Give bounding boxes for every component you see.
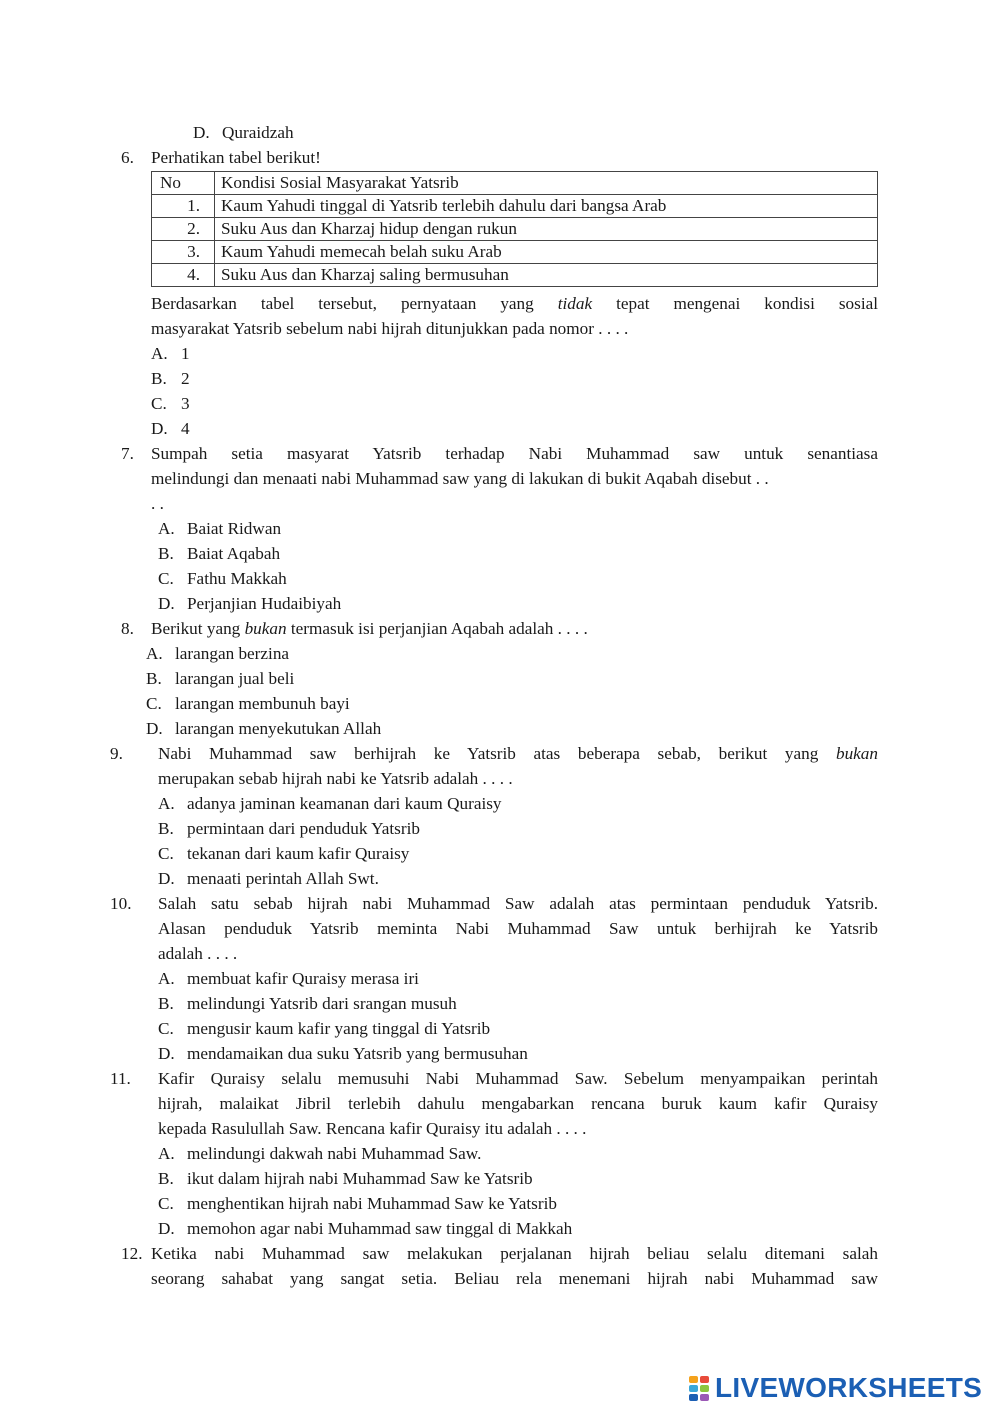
q11-text-line-3: kepada Rasulullah Saw. Rencana kafir Quraisy itu adalah . . . . <box>158 1119 587 1138</box>
q9-option-d <box>158 868 379 890</box>
q12-text-line-2: seorang sahabat yang sangat setia. Beliau rela menemani hijrah nabi Muhammad saw <box>151 1269 878 1288</box>
q6-number: 6. <box>121 148 134 167</box>
q6-line1-part-a: Berdasarkan tabel tersebut, pernyataan yang <box>151 294 534 313</box>
q6-line1-part-b: tepat mengenai kondisi sosial <box>616 294 878 313</box>
q11-text-line-2: hijrah, malaikat Jibril terlebih dahulu mengabarkan rencana buruk kaum kafir Quraisy <box>158 1094 878 1113</box>
option-text: Baiat Ridwan <box>187 519 282 538</box>
q10-text-line-1: Salah satu sebab hijrah nabi Muhammad Saw adalah atas permintaan penduduk Yatsrib. <box>158 894 878 913</box>
q10-option-d <box>158 1043 528 1065</box>
table-cell-condition: Suku Aus dan Kharzaj saling bermusuhan <box>215 264 878 287</box>
q11-option-b <box>158 1168 533 1190</box>
option-letter: B. <box>151 369 167 388</box>
table-cell-no: 1. <box>152 195 215 218</box>
option-letter: D. <box>146 719 163 738</box>
q6-text-line-1 <box>151 293 878 315</box>
q7-option-b <box>158 543 281 565</box>
q7-option-c <box>158 568 287 590</box>
table-row <box>152 241 878 264</box>
q8-option-a <box>146 643 290 665</box>
q8-text-line-1 <box>151 618 588 640</box>
option-letter: D. <box>158 1219 175 1238</box>
option-letter: D. <box>158 869 175 888</box>
option-letter: A. <box>158 794 175 813</box>
option-text: 1 <box>181 344 190 363</box>
table-header-row <box>152 172 878 195</box>
option-text: mengusir kaum kafir yang tinggal di Yatsrib <box>187 1019 491 1038</box>
q6-text-line-2: masyarakat Yatsrib sebelum nabi hijrah ditunjukkan pada nomor . . . . <box>151 319 629 338</box>
q10-option-c <box>158 1018 491 1040</box>
option-text: tekanan dari kaum kafir Quraisy <box>187 844 410 863</box>
option-letter: D. <box>158 1044 175 1063</box>
option-text: larangan jual beli <box>175 669 295 688</box>
table-header-condition: Kondisi Sosial Masyarakat Yatsrib <box>215 172 878 195</box>
q6-prompt: Perhatikan tabel berikut! <box>151 148 321 167</box>
q10-text-line-2: Alasan penduduk Yatsrib meminta Nabi Muhammad Saw untuk berhijrah ke Yatsrib <box>158 919 878 938</box>
option-letter: A. <box>158 1144 175 1163</box>
option-text: 4 <box>181 419 190 438</box>
table-cell-no: 4. <box>152 264 215 287</box>
option-letter: C. <box>158 569 174 588</box>
q9-text-line-1 <box>158 743 878 765</box>
q8-emphasis: bukan <box>244 619 287 638</box>
option-text: menaati perintah Allah Swt. <box>187 869 379 888</box>
q9-emphasis: bukan <box>835 744 878 763</box>
option-text: adanya jaminan keamanan dari kaum Quraisy <box>187 794 502 813</box>
table-cell-condition: Suku Aus dan Kharzaj hidup dengan rukun <box>215 218 878 241</box>
liveworksheets-logo <box>689 1373 982 1403</box>
option-letter: B. <box>158 819 174 838</box>
option-text: Baiat Aqabah <box>187 544 281 563</box>
q12-number: 12. <box>121 1244 143 1263</box>
q8-line1-part-b: termasuk isi perjanjian Aqabah adalah . . . . <box>290 619 588 638</box>
q8-option-d <box>146 718 382 740</box>
q8-number: 8. <box>121 619 134 638</box>
q8-line1-part-a: Berikut yang <box>151 619 241 638</box>
q7-text-line-3: . . <box>151 494 164 513</box>
q6-option-d <box>151 418 190 440</box>
q7-option-d <box>158 593 342 615</box>
q6-option-a <box>151 343 190 365</box>
option-text: ikut dalam hijrah nabi Muhammad Saw ke Yatsrib <box>187 1169 533 1188</box>
option-letter: D. <box>151 419 168 438</box>
q11-option-a <box>158 1143 482 1165</box>
option-letter: B. <box>158 1169 174 1188</box>
q9-text-line-2: merupakan sebab hijrah nabi ke Yatsrib adalah . . . . <box>158 769 513 788</box>
option-letter: A. <box>146 644 163 663</box>
q11-number: 11. <box>110 1069 131 1088</box>
q9-line1-part-a: Nabi Muhammad saw berhijrah ke Yatsrib atas beberapa sebab, berikut yang <box>158 744 819 763</box>
option-letter: C. <box>158 844 174 863</box>
option-letter: B. <box>158 994 174 1013</box>
table-cell-condition: Kaum Yahudi tinggal di Yatsrib terlebih dahulu dari bangsa Arab <box>215 195 878 218</box>
q10-option-b <box>158 993 457 1015</box>
option-text: memohon agar nabi Muhammad saw tinggal di Makkah <box>187 1219 573 1238</box>
social-conditions-table <box>151 171 878 287</box>
q10-text-line-3: adalah . . . . <box>158 944 238 963</box>
table-header-no: No <box>152 172 215 195</box>
option-letter: C. <box>158 1019 174 1038</box>
option-letter: C. <box>158 1194 174 1213</box>
option-text: larangan berzina <box>175 644 290 663</box>
option-text: mendamaikan dua suku Yatsrib yang bermusuhan <box>187 1044 528 1063</box>
q5-option-d <box>193 122 294 144</box>
option-text: larangan membunuh bayi <box>175 694 350 713</box>
option-letter: B. <box>146 669 162 688</box>
q6-emphasis: tidak <box>557 294 593 313</box>
liveworksheets-logo-icon <box>689 1375 711 1401</box>
option-letter: D. <box>193 123 210 142</box>
table-cell-no: 3. <box>152 241 215 264</box>
q7-number: 7. <box>121 444 134 463</box>
q6-option-b <box>151 368 190 390</box>
q9-option-b <box>158 818 420 840</box>
table-cell-no: 2. <box>152 218 215 241</box>
q10-option-a <box>158 968 419 990</box>
q7-text-line-1: Sumpah setia masyarat Yatsrib terhadap Nabi Muhammad saw untuk senantiasa <box>151 444 878 463</box>
option-text: Perjanjian Hudaibiyah <box>187 594 342 613</box>
q10-number: 10. <box>110 894 132 913</box>
q11-text-line-1: Kafir Quraisy selalu memusuhi Nabi Muhammad Saw. Sebelum menyampaikan perintah <box>158 1069 878 1088</box>
option-text: melindungi dakwah nabi Muhammad Saw. <box>187 1144 482 1163</box>
table-row <box>152 218 878 241</box>
q8-option-c <box>146 693 350 715</box>
option-letter: B. <box>158 544 174 563</box>
q9-option-c <box>158 843 410 865</box>
q12-text-line-1: Ketika nabi Muhammad saw melakukan perjalanan hijrah beliau selalu ditemani salah <box>151 1244 878 1263</box>
option-text: 3 <box>181 394 190 413</box>
option-text: membuat kafir Quraisy merasa iri <box>187 969 419 988</box>
option-text: 2 <box>181 369 190 388</box>
q11-option-d <box>158 1218 573 1240</box>
table-row <box>152 264 878 287</box>
q11-option-c <box>158 1193 557 1215</box>
option-text: Quraidzah <box>222 123 294 142</box>
option-letter: A. <box>158 969 175 988</box>
q6-option-c <box>151 393 190 415</box>
option-letter: D. <box>158 594 175 613</box>
q9-number: 9. <box>110 744 123 763</box>
option-text: larangan menyekutukan Allah <box>175 719 382 738</box>
option-letter: C. <box>146 694 162 713</box>
option-letter: C. <box>151 394 167 413</box>
q7-text-line-2: melindungi dan menaati nabi Muhammad saw yang di lakukan di bukit Aqabah disebut . . <box>151 469 769 488</box>
table-cell-condition: Kaum Yahudi memecah belah suku Arab <box>215 241 878 264</box>
option-text: permintaan dari penduduk Yatsrib <box>187 819 420 838</box>
option-letter: A. <box>151 344 168 363</box>
option-text: Fathu Makkah <box>187 569 287 588</box>
table-row <box>152 195 878 218</box>
option-letter: A. <box>158 519 175 538</box>
q7-option-a <box>158 518 282 540</box>
q8-option-b <box>146 668 295 690</box>
option-text: melindungi Yatsrib dari srangan musuh <box>187 994 457 1013</box>
option-text: menghentikan hijrah nabi Muhammad Saw ke Yatsrib <box>187 1194 557 1213</box>
liveworksheets-logo-text: LIVEWORKSHEETS <box>715 1372 983 1403</box>
q9-option-a <box>158 793 502 815</box>
